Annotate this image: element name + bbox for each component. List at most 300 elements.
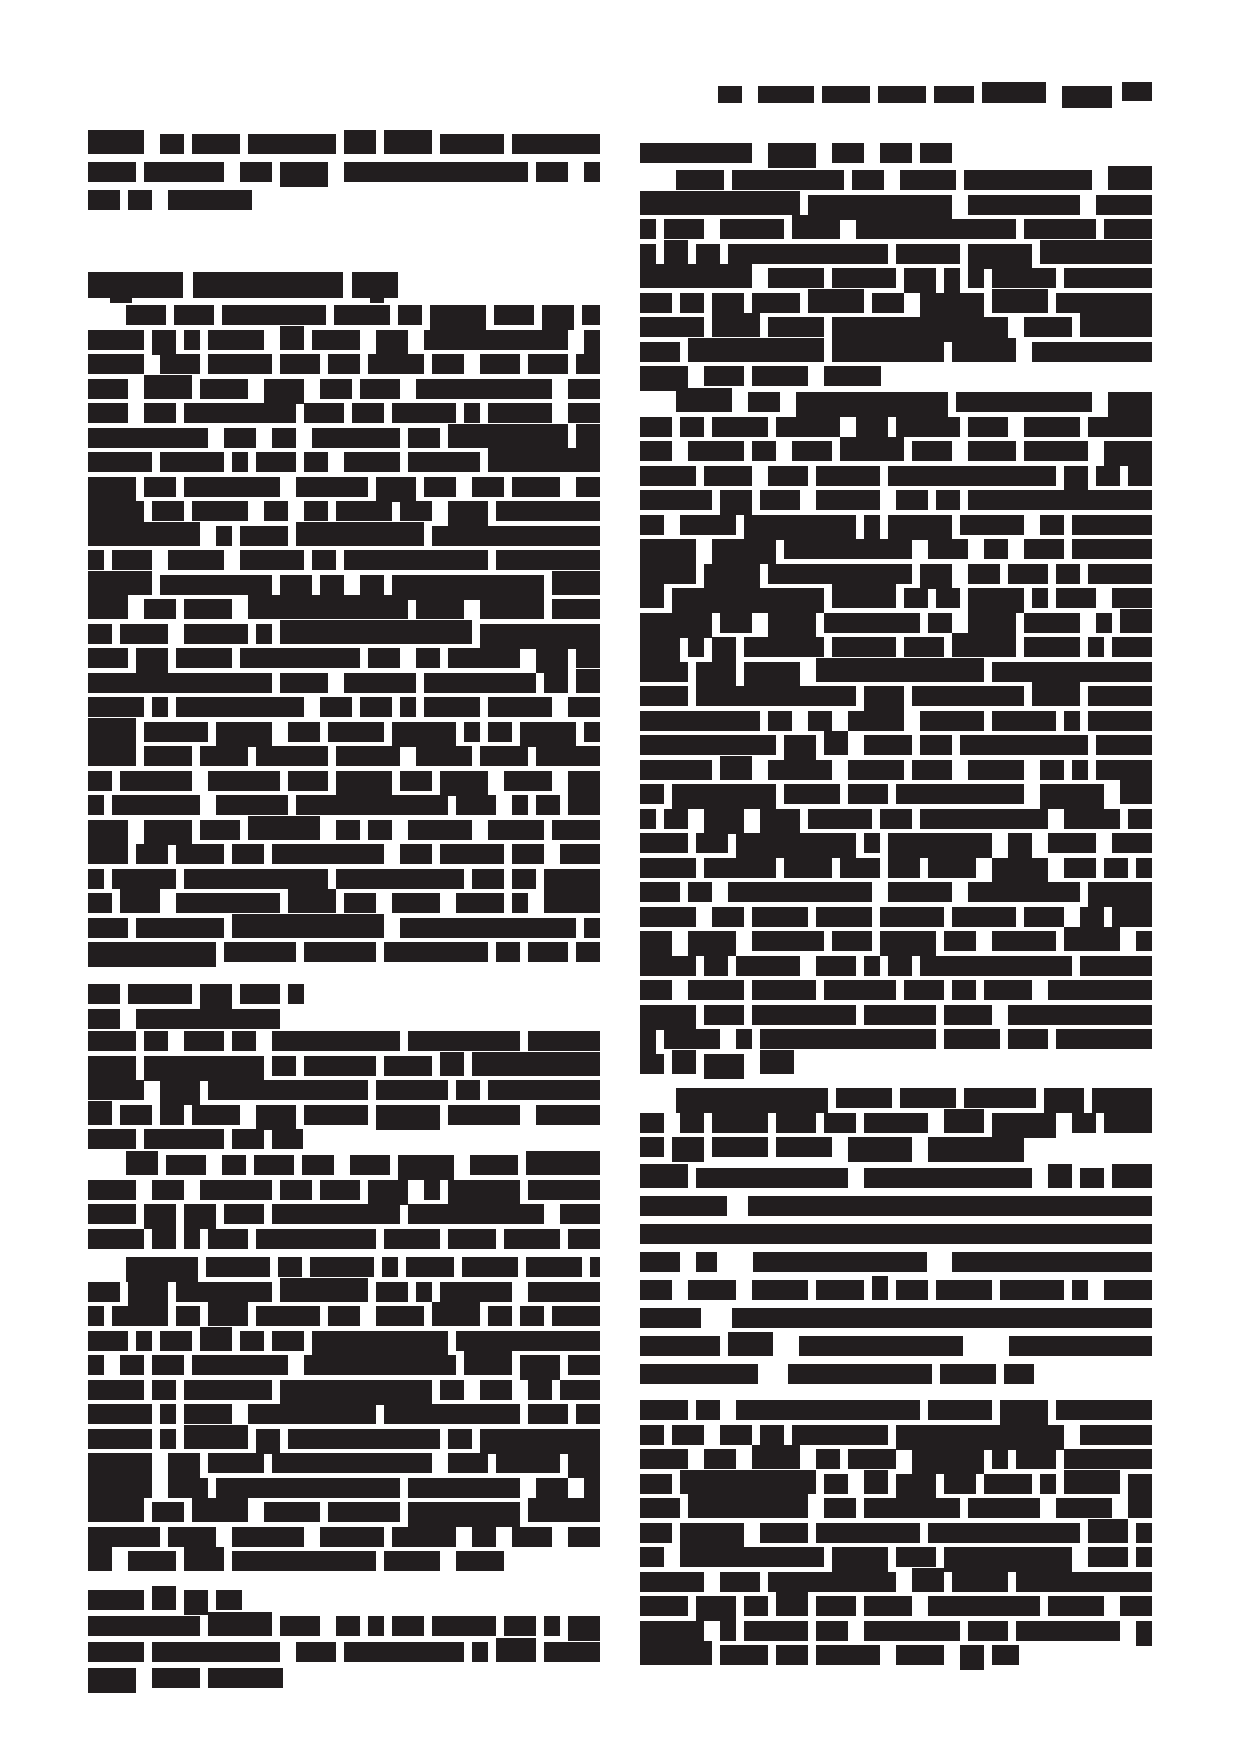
word-blob <box>584 1478 600 1498</box>
word-blob <box>1072 1113 1096 1133</box>
word-blob <box>1056 564 1080 584</box>
word-blob <box>408 1031 520 1051</box>
word-blob <box>88 844 128 864</box>
text-line <box>88 1404 600 1424</box>
word-blob <box>496 1638 536 1662</box>
word-blob <box>144 599 176 619</box>
word-blob <box>496 501 600 521</box>
text-line <box>88 771 600 791</box>
word-blob <box>193 272 343 298</box>
word-blob <box>304 1355 456 1375</box>
text-line <box>88 869 600 889</box>
word-blob <box>1056 293 1152 313</box>
text-line <box>640 441 1152 461</box>
word-blob <box>760 809 800 834</box>
text-line <box>88 1031 600 1051</box>
word-blob <box>440 1380 464 1400</box>
word-blob <box>160 1105 184 1125</box>
text-line <box>88 1590 600 1610</box>
text-line <box>88 918 600 938</box>
word-blob <box>960 1645 984 1670</box>
word-blob <box>88 984 120 1004</box>
word-blob <box>856 417 888 437</box>
text-line <box>88 330 600 350</box>
word-blob <box>488 697 552 717</box>
word-blob <box>376 1282 408 1302</box>
word-blob <box>408 1204 544 1224</box>
word-blob <box>1024 417 1080 437</box>
word-blob <box>864 1596 912 1616</box>
word-blob <box>720 219 784 239</box>
word-blob <box>792 1425 888 1445</box>
word-blob <box>1040 1474 1056 1494</box>
word-blob <box>472 1527 496 1547</box>
word-blob <box>176 1306 200 1326</box>
word-blob <box>1024 317 1072 337</box>
word-blob <box>416 379 552 399</box>
word-blob <box>992 1113 1056 1138</box>
word-blob <box>368 648 400 668</box>
word-blob <box>216 1590 242 1610</box>
word-blob <box>968 441 1016 461</box>
word-blob <box>688 882 712 902</box>
word-blob <box>1104 441 1152 466</box>
word-blob <box>472 1052 600 1076</box>
word-blob <box>464 403 480 423</box>
word-blob <box>536 648 568 673</box>
word-blob <box>856 219 1016 239</box>
text-line <box>640 219 1152 239</box>
word-blob <box>568 1616 600 1641</box>
word-blob <box>1088 417 1152 437</box>
text-line <box>640 1113 1152 1133</box>
word-blob <box>88 1498 144 1522</box>
word-blob <box>640 564 696 584</box>
word-blob <box>552 820 600 840</box>
word-blob <box>1112 907 1152 927</box>
word-blob <box>712 417 768 437</box>
word-blob <box>152 1355 184 1375</box>
word-blob <box>640 686 688 706</box>
word-blob <box>328 1502 400 1522</box>
word-blob <box>264 379 304 404</box>
word-blob <box>736 956 800 976</box>
word-blob <box>224 428 256 448</box>
word-blob <box>160 1404 176 1424</box>
word-blob <box>160 1429 176 1449</box>
word-blob <box>88 1331 128 1351</box>
word-blob <box>184 1229 200 1249</box>
word-blob <box>640 466 696 486</box>
word-blob <box>952 980 976 1000</box>
word-blob <box>640 1196 727 1216</box>
text-line <box>640 907 1152 927</box>
word-blob <box>1004 1364 1034 1384</box>
word-blob <box>192 501 248 521</box>
word-blob <box>768 613 816 638</box>
word-blob <box>1120 780 1152 804</box>
word-blob <box>368 354 424 374</box>
word-blob <box>136 1331 152 1351</box>
word-blob <box>88 1129 136 1149</box>
word-blob <box>896 1547 936 1567</box>
word-blob <box>968 588 1024 613</box>
text-line <box>88 673 600 693</box>
word-blob <box>88 522 200 546</box>
page-number <box>1122 82 1152 101</box>
word-blob <box>1024 613 1080 633</box>
word-blob <box>832 342 944 362</box>
word-blob <box>408 820 472 840</box>
text-line <box>88 403 600 423</box>
word-blob <box>88 1180 136 1200</box>
word-blob <box>640 1308 701 1328</box>
word-blob <box>310 1257 374 1277</box>
word-blob <box>360 697 392 717</box>
word-blob <box>1032 588 1048 608</box>
word-blob <box>542 305 574 330</box>
word-blob <box>88 1355 104 1375</box>
word-blob <box>640 809 656 829</box>
word-blob <box>640 515 664 535</box>
text-line <box>640 760 1152 780</box>
word-blob <box>528 1031 600 1051</box>
text-line <box>640 1088 1152 1108</box>
word-blob <box>1092 1088 1152 1113</box>
word-blob <box>1032 682 1080 706</box>
text-line <box>640 1523 1152 1543</box>
word-blob <box>1096 195 1152 215</box>
text-line <box>88 354 600 374</box>
word-blob <box>848 1137 912 1162</box>
word-blob <box>832 143 864 163</box>
word-blob <box>680 1113 704 1133</box>
text-line <box>88 526 600 546</box>
text-line <box>640 882 1152 902</box>
word-blob <box>296 522 424 546</box>
word-blob <box>520 1355 560 1380</box>
word-blob <box>816 490 880 510</box>
word-blob <box>752 931 824 951</box>
word-blob <box>88 918 128 938</box>
word-blob <box>344 452 400 472</box>
word-blob <box>200 379 248 399</box>
word-blob <box>676 388 732 412</box>
text-line <box>640 1425 1152 1445</box>
word-blob <box>304 1105 368 1125</box>
word-blob <box>400 697 416 717</box>
word-blob <box>900 1088 956 1108</box>
text-line <box>88 1056 600 1076</box>
paragraph-last-line <box>640 143 1152 168</box>
word-blob <box>160 1331 192 1351</box>
word-blob <box>1088 1519 1128 1543</box>
word-blob <box>928 1400 992 1420</box>
word-blob <box>448 648 520 668</box>
word-blob <box>504 771 552 791</box>
word-blob <box>288 1429 440 1449</box>
word-blob <box>968 195 1080 215</box>
word-blob <box>848 1449 896 1469</box>
word-blob <box>952 907 1016 927</box>
word-blob <box>822 86 870 103</box>
word-blob <box>88 869 104 889</box>
word-blob <box>752 1280 808 1300</box>
word-blob <box>272 1453 432 1473</box>
body-paragraph <box>88 1155 600 1253</box>
text-line <box>88 1282 600 1302</box>
word-blob <box>1072 539 1152 559</box>
body-paragraph <box>640 1400 1152 1670</box>
word-blob <box>984 1474 1032 1494</box>
word-blob <box>1072 1280 1088 1300</box>
word-blob <box>376 477 416 502</box>
word-blob <box>392 1616 424 1636</box>
word-blob <box>968 268 984 288</box>
word-blob <box>576 1404 600 1424</box>
word-blob <box>144 1031 168 1051</box>
word-blob <box>712 313 760 337</box>
word-blob <box>688 338 824 362</box>
word-blob <box>704 1054 744 1079</box>
word-blob <box>840 437 904 461</box>
text-line <box>640 1280 1152 1300</box>
word-blob <box>888 466 1056 486</box>
word-blob <box>166 1155 206 1175</box>
word-blob <box>696 833 728 853</box>
text-line <box>88 428 600 448</box>
word-blob <box>480 354 520 374</box>
word-blob <box>176 697 304 717</box>
word-blob <box>864 1498 960 1518</box>
word-blob <box>896 1280 928 1300</box>
running-header <box>718 86 1112 111</box>
continuation-paragraph <box>88 134 600 218</box>
word-blob <box>590 1257 600 1277</box>
word-blob <box>912 441 952 461</box>
word-blob <box>152 1642 280 1662</box>
word-blob <box>928 539 968 559</box>
word-blob <box>640 317 704 337</box>
word-blob <box>824 613 920 633</box>
word-blob <box>832 931 872 951</box>
text-line <box>640 1054 1152 1074</box>
text-line <box>640 392 1152 412</box>
word-blob <box>904 637 944 657</box>
word-blob <box>696 1252 717 1272</box>
word-blob <box>864 1005 936 1025</box>
word-blob <box>878 86 926 103</box>
word-blob <box>1120 609 1152 633</box>
text-line <box>88 697 600 717</box>
text-line <box>88 1129 600 1149</box>
word-blob <box>640 637 680 662</box>
word-blob <box>1112 588 1152 608</box>
word-blob <box>480 599 544 619</box>
word-blob <box>168 1478 208 1498</box>
word-blob <box>1108 392 1152 417</box>
word-blob <box>640 956 696 976</box>
word-blob <box>408 1478 520 1498</box>
word-blob <box>696 1596 736 1621</box>
text-line <box>640 1224 1152 1244</box>
word-blob <box>88 1478 152 1498</box>
word-blob <box>944 1005 992 1025</box>
word-blob <box>336 746 400 766</box>
word-blob <box>344 673 416 693</box>
word-blob <box>934 86 974 103</box>
word-blob <box>982 82 1046 103</box>
word-blob <box>680 293 704 313</box>
word-blob <box>456 1080 480 1100</box>
word-blob <box>88 1204 136 1224</box>
text-line <box>88 1453 600 1473</box>
word-blob <box>360 575 384 595</box>
word-blob <box>400 501 432 521</box>
word-blob <box>88 1429 152 1449</box>
word-blob <box>464 1351 512 1375</box>
word-blob <box>864 735 912 755</box>
word-blob <box>816 1645 880 1665</box>
word-blob <box>816 466 880 486</box>
word-blob <box>88 1527 160 1547</box>
word-blob <box>392 403 456 423</box>
text-line <box>640 366 1152 386</box>
word-blob <box>520 1306 544 1326</box>
word-blob <box>110 298 132 303</box>
word-blob <box>1064 1470 1120 1494</box>
word-blob <box>526 1257 582 1277</box>
word-blob <box>640 1641 712 1665</box>
text-line <box>88 624 600 644</box>
word-blob <box>768 711 792 731</box>
word-blob <box>376 330 408 355</box>
word-blob <box>1040 784 1104 809</box>
word-blob <box>88 162 136 182</box>
word-blob <box>496 942 520 962</box>
text-line <box>88 1355 600 1375</box>
word-blob <box>640 1523 672 1543</box>
word-blob <box>582 305 600 325</box>
word-blob <box>816 956 856 976</box>
word-blob <box>896 784 1024 804</box>
word-blob <box>408 1502 520 1527</box>
word-blob <box>144 1129 224 1149</box>
word-blob <box>744 662 800 687</box>
word-blob <box>400 844 432 864</box>
word-blob <box>832 637 896 657</box>
word-blob <box>1096 735 1152 755</box>
word-blob <box>176 844 224 864</box>
word-blob <box>352 403 384 423</box>
word-blob <box>944 268 960 293</box>
word-blob <box>768 143 816 168</box>
text-line <box>640 1645 1152 1665</box>
word-blob <box>640 1029 656 1054</box>
word-blob <box>968 760 1024 780</box>
word-blob <box>640 735 776 755</box>
word-blob <box>480 624 600 649</box>
word-blob <box>520 722 576 747</box>
word-blob <box>192 1498 248 1522</box>
word-blob <box>168 190 252 210</box>
word-blob <box>272 844 384 864</box>
word-blob <box>640 1164 688 1188</box>
word-blob <box>640 784 664 804</box>
word-blob <box>640 907 696 927</box>
word-blob <box>1128 466 1152 486</box>
text-line <box>640 711 1152 731</box>
word-blob <box>144 820 192 845</box>
word-blob <box>808 289 864 313</box>
word-blob <box>176 648 232 668</box>
word-blob <box>88 379 128 399</box>
word-blob <box>968 564 1000 584</box>
word-blob <box>864 956 880 976</box>
word-blob <box>304 1056 376 1076</box>
word-blob <box>816 1280 864 1300</box>
word-blob <box>176 1282 272 1302</box>
word-blob <box>1120 1596 1152 1616</box>
word-blob <box>184 1547 224 1571</box>
word-blob <box>1136 1547 1152 1567</box>
word-blob <box>584 918 600 938</box>
word-blob <box>232 844 264 864</box>
word-blob <box>496 1453 560 1473</box>
word-blob <box>184 330 200 350</box>
word-blob <box>254 1155 294 1175</box>
word-blob <box>192 1355 288 1375</box>
word-blob <box>392 722 456 747</box>
word-blob <box>128 1282 168 1307</box>
word-blob <box>584 162 600 182</box>
word-blob <box>88 820 128 845</box>
word-blob <box>720 1572 760 1592</box>
word-blob <box>88 1668 136 1693</box>
word-blob <box>184 403 296 423</box>
word-blob <box>488 722 512 742</box>
word-blob <box>334 305 390 325</box>
word-blob <box>904 588 928 608</box>
word-blob <box>152 501 184 521</box>
word-blob <box>1128 1494 1152 1518</box>
word-blob <box>992 662 1152 682</box>
word-blob <box>144 403 176 423</box>
word-blob <box>1104 1280 1152 1300</box>
word-blob <box>896 1474 936 1499</box>
word-blob <box>512 795 528 815</box>
word-blob <box>88 190 120 210</box>
word-blob <box>240 162 272 182</box>
word-blob <box>400 918 576 938</box>
word-blob <box>704 1449 736 1469</box>
word-blob <box>788 1364 932 1384</box>
word-blob <box>1008 833 1032 858</box>
word-blob <box>776 417 840 437</box>
word-blob <box>88 428 208 448</box>
word-blob <box>184 599 232 619</box>
word-blob <box>640 191 800 215</box>
text-line <box>640 1168 1152 1188</box>
word-blob <box>206 1257 270 1277</box>
word-blob <box>152 1229 176 1249</box>
word-blob <box>824 366 881 386</box>
word-blob <box>640 1474 672 1494</box>
word-blob <box>816 1449 840 1469</box>
word-blob <box>248 134 336 154</box>
word-blob <box>952 1572 1008 1592</box>
word-blob <box>184 1425 248 1449</box>
